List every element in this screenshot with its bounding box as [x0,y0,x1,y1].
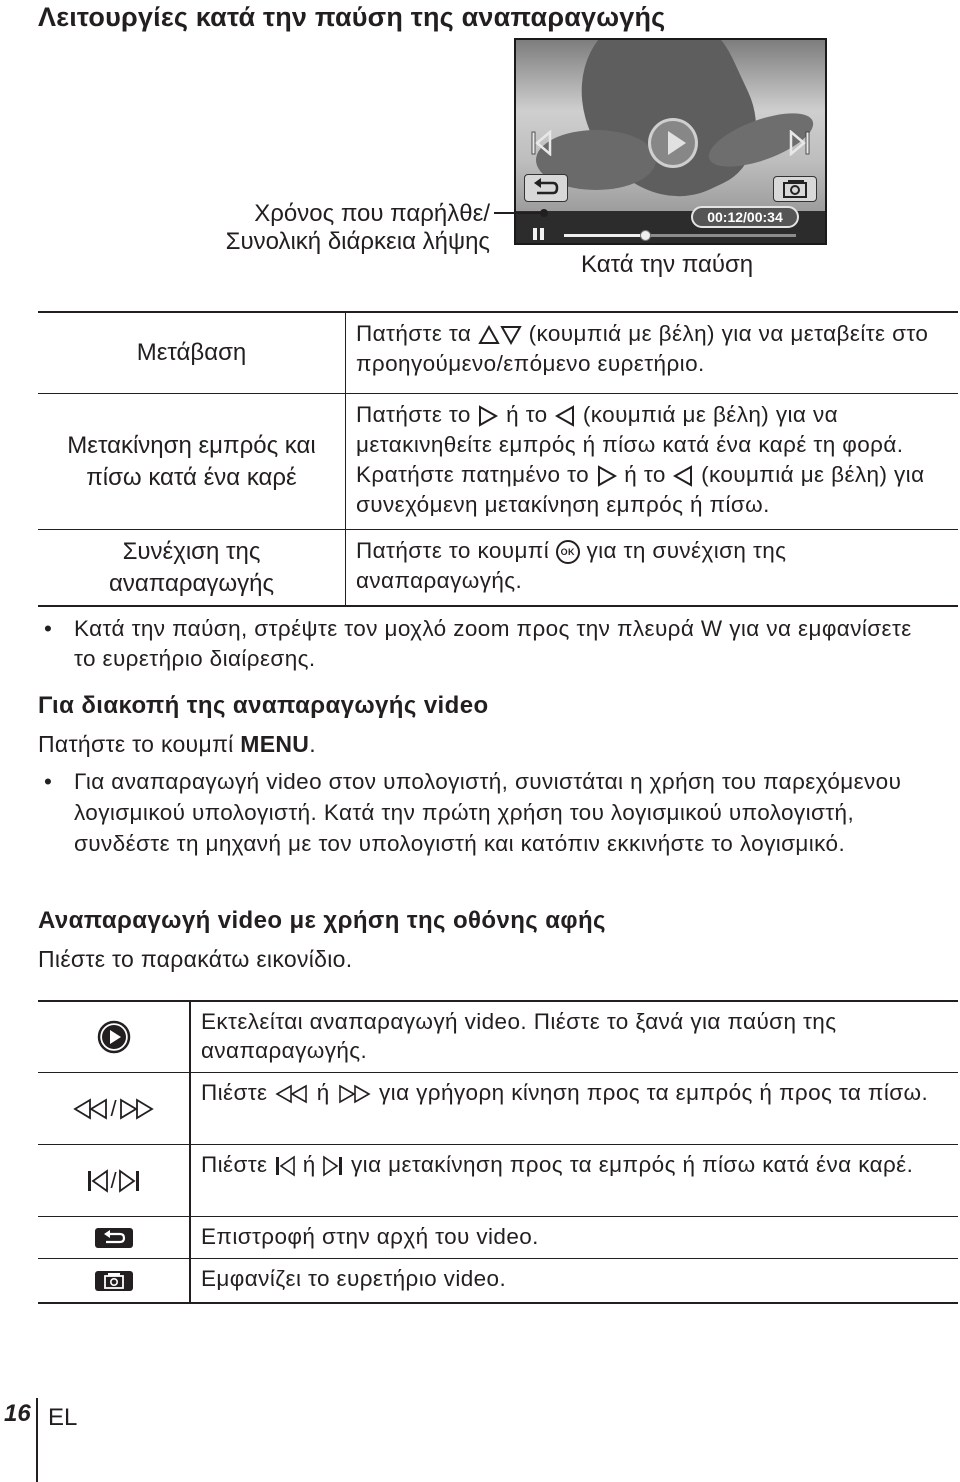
icon-description: Πιέστε ή για γρήγορη κίνηση προς τα εμπρός ή προς τα πίσω. [201,1080,929,1105]
prev-frame-icon [274,1154,296,1178]
row-description: Πατήστε το κουμπί OK για τη συνέχιση της αναπαραγωγής. [356,538,787,593]
fast-rewind-icon [72,1098,110,1120]
elapsed-time-callout [190,200,490,256]
pc-playback-note: • Για αναπαραγωγή video στον υπολογιστή, συνιστάται η χρήση του παρεχόμενου λογισμικού υπολογιστή. Κατά την πρώτη χρήση του λογισμικού υπολογιστή, συνδέστε τη μηχανή με τον υπολογιστή και κατόπιν εκκινήστε το λογισμικό. [44,766,954,859]
prev-frame-icon [86,1168,110,1194]
row-label: Μετακίνηση εμπρός και πίσω κατά ένα καρέ [38,394,346,529]
icon-cell [38,1217,191,1258]
touch-playback-heading: Αναπαραγωγή video με χρήση της οθόνης αφής [38,907,606,934]
table-row [38,1258,958,1302]
page-language: EL [48,1404,78,1431]
stop-playback-heading: Για διακοπή της αναπαραγωγής video [38,692,489,719]
icon-cell [38,1002,191,1072]
right-arrow-icon [596,465,618,487]
icon-description: Πιέστε ή για μετακίνηση προς τα εμπρός ή πίσω κατά ένα καρέ. [201,1152,914,1177]
callout-leader-dot [540,209,548,217]
icon-cell [38,1145,191,1216]
paused-callout: Κατά την παύση [581,251,754,278]
fast-rewind-icon [274,1084,310,1104]
touch-icons-table [38,1000,958,1304]
page-divider [36,1398,38,1482]
ok-button-icon: OK [556,540,580,564]
icon-separator: / [110,1095,117,1121]
icon-description: Επιστροφή στην αρχή του video. [201,1224,539,1249]
camera-screen [514,38,827,245]
icon-cell [38,1073,191,1144]
up-arrow-icon [478,325,500,345]
return-icon [94,1227,134,1249]
table-row [38,1002,958,1072]
icon-description: Εμφανίζει το ευρετήριο video. [201,1266,507,1291]
video-index-icon [94,1270,134,1292]
row-description: Πατήστε τα (κουμπιά με βέλη) για να μεταβείτε στο προηγούμενο/επόμενο ευρετήριο. [356,321,929,376]
table-row [38,529,958,605]
table-row [38,313,958,393]
next-frame-icon [117,1168,141,1194]
play-circle-icon [97,1020,131,1054]
callout-leader-line [494,212,544,214]
elapsed-callout-line-1: Χρόνος που παρήλθε/ [254,200,490,227]
fast-forward-icon [336,1084,372,1104]
table-row [38,393,958,529]
menu-key-label: MENU [240,731,310,757]
index-icon [773,176,817,202]
fast-forward-icon [117,1098,155,1120]
elapsed-time-display: 00:12/00:34 [691,206,799,228]
next-frame-icon [789,130,811,156]
page-number: 16 [4,1400,31,1427]
right-arrow-icon [477,405,499,427]
down-arrow-icon [500,325,522,345]
play-icon [648,118,698,168]
icon-cell [38,1259,191,1302]
row-description: Πατήστε το ή το (κουμπιά με βέλη) για να μετακινηθείτε εμπρός ή πίσω κατά ένα καρέ τη φορά. Κρατήστε πατημένο το ή το (κουμπιά με βέλη) για συνεχόμενη μετακίνηση εμπρός ή πίσω. [356,402,925,517]
table-row [38,1072,958,1144]
table-row [38,1216,958,1258]
pause-icon [532,228,546,240]
next-frame-icon [322,1154,344,1178]
touch-playback-instruction: Πιέστε το παρακάτω εικονίδιο. [38,946,353,972]
row-label: Συνέχιση της αναπαραγωγής [38,530,346,605]
icon-description: Εκτελείται αναπαραγωγή video. Πιέστε το ξανά για παύση της αναπαραγωγής. [201,1009,837,1063]
icon-separator: / [110,1167,117,1193]
progress-bar [564,234,796,237]
left-arrow-icon [672,465,694,487]
table-row [38,1144,958,1216]
left-arrow-icon [554,405,576,427]
paused-functions-table [38,311,958,607]
stop-playback-instruction: Πατήστε το κουμπί MENU. [38,731,316,757]
pause-zoom-note: • Κατά την παύση, στρέψτε τον μοχλό zoom προς την πλευρά W για να εμφανίσετε το ευρετήριο διαίρεσης. [44,614,924,674]
back-icon [524,174,568,202]
row-label: Μετάβαση [38,313,346,393]
prev-frame-icon [530,130,552,156]
elapsed-callout-line-2: Συνολική διάρκεια λήψης [225,228,490,255]
page-title: Λειτουργίες κατά την παύση της αναπαραγωγής [38,2,666,32]
